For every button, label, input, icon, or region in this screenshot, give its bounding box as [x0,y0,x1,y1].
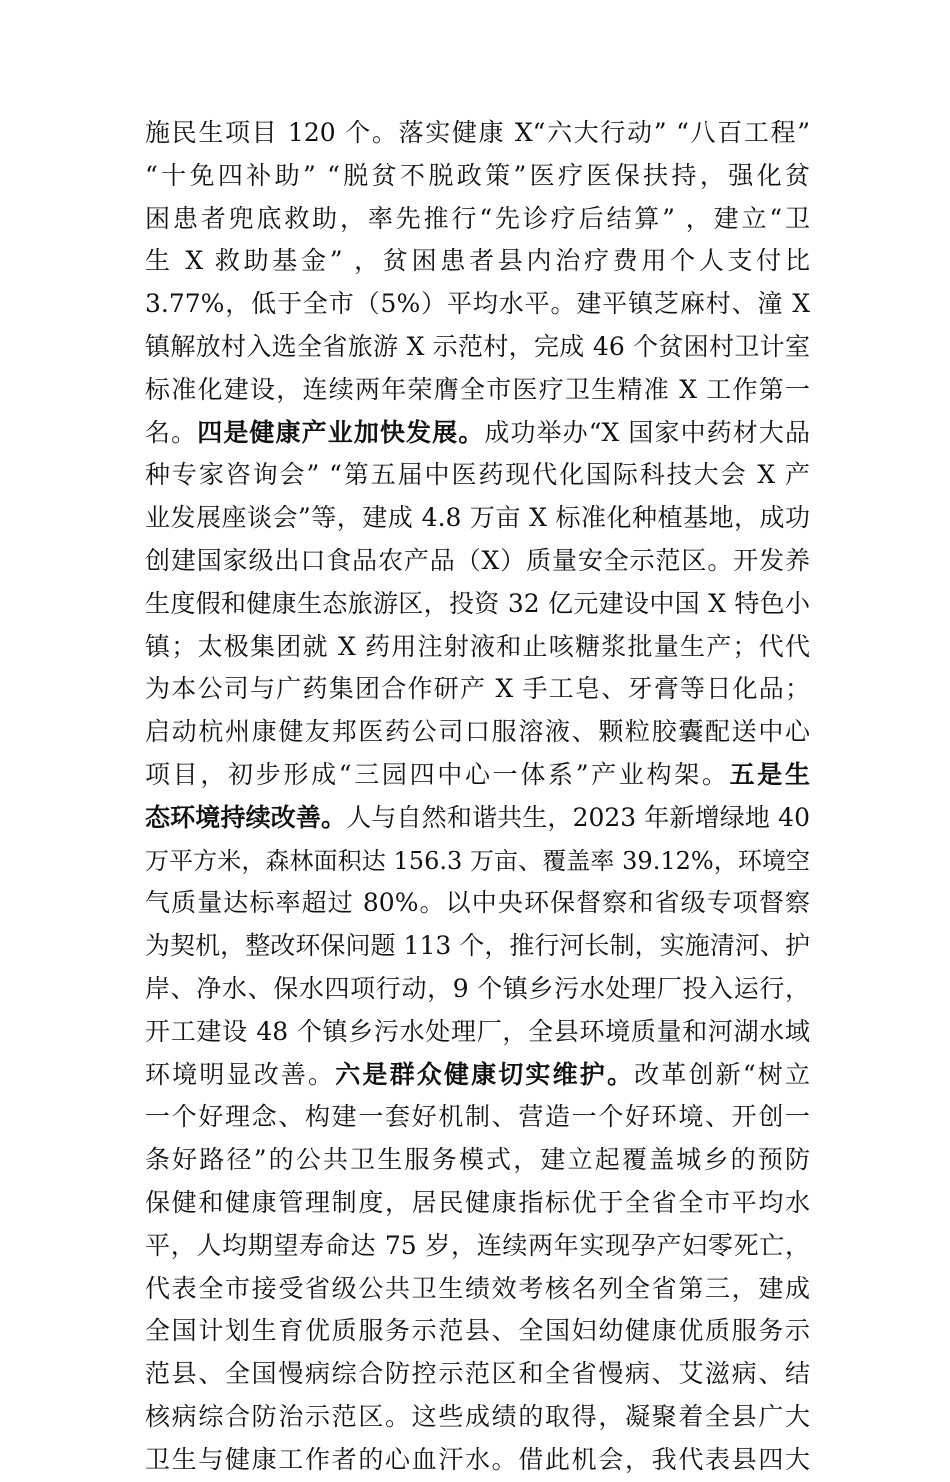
text-line [145,1353,810,1396]
body-text: 开工建设 48 个镇乡污水处理厂，全县环境质量和河湖水域 [145,1016,810,1046]
body-text: 施民生项目 120 个。落实健康 X“六大行动” “八百工程” [145,118,810,147]
body-text: 生度假和健康生态旅游区，投资 32 亿元建设中国 X 特色小 [145,588,810,618]
text-line [145,668,810,711]
text-line [145,283,810,326]
body-text: 项目，初步形成“三园四中心一体系”产业构架。 [145,759,730,789]
text-line [145,711,810,754]
text-line [145,1310,810,1353]
body-text: 为本公司与广药集团合作研产 X 手工皂、牙膏等日化品； [145,674,810,704]
body-text: 名。 [145,417,198,447]
body-text: 生 X 救助基金” ，贫困患者县内治疗费用个人支付比 [145,246,810,276]
text-line [145,497,810,540]
body-text: 气质量达标率超过 80%。以中央环保督察和省级专项督察 [145,888,810,918]
text-line [145,1225,810,1268]
body-text: 镇；太极集团就 X 药用注射液和止咳糖浆批量生产；代代 [145,631,810,661]
body-text: 保健和健康管理制度，居民健康指标优于全省全市平均水 [145,1187,810,1217]
text-line [145,1182,810,1225]
body-text: 一个好理念、构建一套好机制、营造一个好环境、开创一 [145,1102,810,1132]
body-text: 为契机，整改环保问题 113 个，推行河长制，实施清河、护 [145,931,810,961]
body-text: 创建国家级出口食品农产品（X）质量安全示范区。开发养 [145,545,810,575]
text-line [145,112,810,155]
body-text: 卫生与健康工作者的心血汗水。借此机会，我代表县四大 [145,1444,810,1474]
body-text: 困患者兜底救助，率先推行“先诊疗后结算” ，建立“卫 [145,203,810,233]
text-line [145,1268,810,1311]
body-text: 3.77%，低于全市（5%）平均水平。建平镇芝麻村、潼 X [145,289,810,319]
text-line [145,882,810,925]
text-line [145,155,810,198]
text-line [145,1139,810,1182]
body-text: 条好路径”的公共卫生服务模式，建立起覆盖城乡的预防 [145,1145,810,1175]
body-text: 环境明显改善。 [145,1059,336,1089]
body-text: 平，人均期望寿命达 75 岁，连续两年实现孕产妇零死亡， [145,1230,810,1260]
body-text: 镇解放村入选全省旅游 X 示范村，完成 46 个贫困村卫计室 [145,331,810,361]
body-text: 代表全市接受省级公共卫生绩效考核名列全省第三，建成 [145,1273,810,1303]
text-line [145,840,810,883]
text-line [145,1396,810,1439]
bold-heading-text: 六是群众健康切实维护。 [335,1059,635,1089]
text-line [145,754,810,797]
text-line [145,540,810,583]
body-text: 全国计划生育优质服务示范县、全国妇幼健康优质服务示 [145,1316,810,1346]
body-text: 改革创新“树立 [634,1059,810,1089]
body-text: 岸、净水、保水四项行动，9 个镇乡污水处理厂投入运行， [145,973,810,1003]
body-text: 万平方米，森林面积达 156.3 万亩、覆盖率 39.12%，环境空 [145,846,810,875]
body-text: 人与自然和谐共生，2023 年新增绿地 40 [346,802,810,832]
text-line [145,454,810,497]
text-line [145,369,810,412]
text-line [145,198,810,241]
text-line [145,626,810,669]
bold-heading-text: 五是生 [729,759,810,789]
body-text: 核病综合防治示范区。这些成绩的取得，凝聚着全县广大 [145,1401,810,1431]
bold-heading-text: 态环境持续改善。 [145,802,347,832]
text-line [145,583,810,626]
text-line [145,925,810,968]
body-text: 范县、全国慢病综合防控示范区和全省慢病、艾滋病、结 [145,1359,810,1389]
body-text: 业发展座谈会”等，建成 4.8 万亩 X 标准化种植基地，成功 [145,503,810,533]
body-text: 种专家咨询会” “第五届中医药现代化国际科技大会 X 产 [145,460,810,490]
body-text: 启动杭州康健友邦医药公司口服溶液、颗粒胶囊配送中心 [145,717,810,747]
body-text: “十免四补助” “脱贫不脱政策”医疗医保扶持，强化贫 [145,160,810,190]
text-line [145,1054,810,1097]
body-text: 标准化建设，连续两年荣膺全市医疗卫生精准 X 工作第一 [145,374,810,404]
text-line [145,968,810,1011]
text-line [145,240,810,283]
body-text: 成功举办“X 国家中药材大品 [484,417,810,447]
bold-heading-text: 四是健康产业加快发展。 [197,417,485,447]
text-line [145,1096,810,1139]
text-line [145,797,810,840]
text-line [145,1439,810,1482]
text-line [145,412,810,455]
text-line [145,326,810,369]
body-paragraph [145,112,810,1482]
text-line [145,1011,810,1054]
